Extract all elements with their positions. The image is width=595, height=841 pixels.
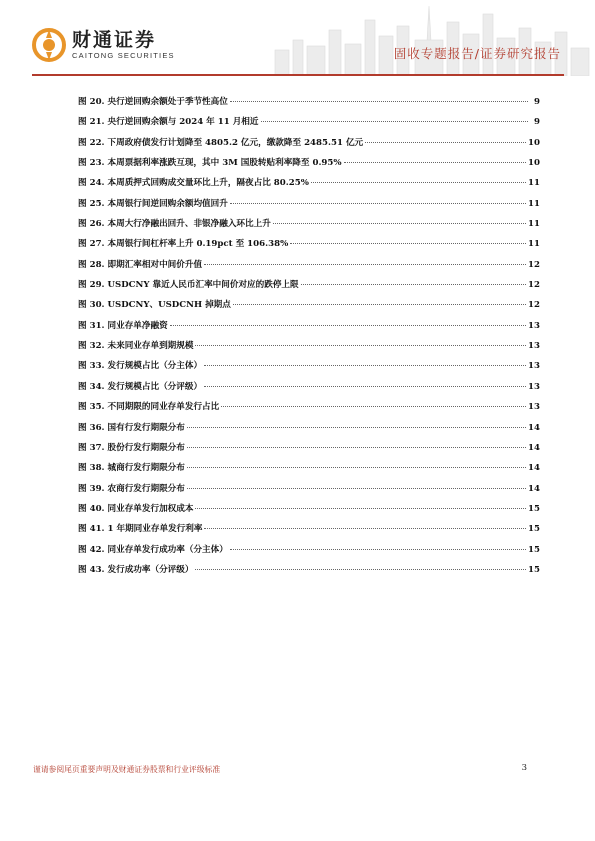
toc-dot-leader (230, 203, 526, 204)
figure-list (78, 95, 540, 583)
page-header (0, 0, 595, 95)
toc-entry[interactable] (78, 298, 540, 318)
toc-entry-page: 15 (528, 503, 540, 514)
toc-dot-leader (301, 284, 526, 285)
toc-dot-leader (195, 508, 526, 509)
toc-entry-label: 图 30. USDCNY、USDCNH 掉期点 (78, 300, 231, 311)
toc-entry-page: 13 (528, 320, 540, 331)
toc-dot-leader (187, 488, 526, 489)
toc-entry-label: 图 31. 同业存单净融资 (78, 320, 168, 331)
toc-entry-page: 14 (528, 442, 540, 453)
toc-entry[interactable] (78, 278, 540, 298)
toc-entry[interactable] (78, 319, 540, 339)
toc-entry[interactable] (78, 522, 540, 542)
toc-dot-leader (187, 447, 526, 448)
toc-entry-page: 12 (528, 259, 540, 270)
toc-entry[interactable] (78, 461, 540, 481)
toc-dot-leader (273, 223, 526, 224)
toc-entry-page: 15 (528, 524, 540, 535)
toc-entry[interactable] (78, 197, 540, 217)
toc-entry-label: 图 26. 本周大行净融出回升、非银净融入环比上升 (78, 219, 271, 230)
toc-entry-label: 图 41. 1 年期同业存单发行利率 (78, 524, 203, 535)
toc-entry-page: 12 (528, 280, 540, 291)
toc-entry-label: 图 34. 发行规模占比（分评级） (78, 381, 203, 392)
toc-dot-leader (204, 264, 526, 265)
toc-dot-leader (230, 549, 526, 550)
toc-entry[interactable] (78, 339, 540, 359)
toc-entry-label: 图 20. 央行逆回购余额处于季节性高位 (78, 97, 228, 107)
toc-entry-page: 10 (528, 137, 540, 148)
toc-entry[interactable] (78, 217, 540, 237)
toc-dot-leader (230, 101, 528, 102)
toc-entry[interactable] (78, 563, 540, 583)
disclaimer-note: 谨请参阅尾页重要声明及财通证券股票和行业评级标准 (33, 765, 221, 774)
toc-entry-label: 图 43. 发行成功率（分评级） (78, 564, 194, 575)
toc-entry[interactable] (78, 543, 540, 563)
toc-dot-leader (365, 142, 526, 143)
toc-entry[interactable] (78, 136, 540, 156)
toc-dot-leader (195, 345, 526, 346)
toc-entry[interactable] (78, 258, 540, 278)
toc-entry[interactable] (78, 359, 540, 379)
company-logo (32, 28, 175, 62)
toc-dot-leader (290, 243, 526, 244)
toc-entry-page: 15 (528, 564, 540, 575)
toc-entry-label: 图 39. 农商行发行期限分布 (78, 483, 185, 494)
toc-entry-page: 10 (528, 158, 540, 169)
toc-entry-label: 图 23. 本周票据利率涨跌互现，其中 3M 国股转贴利率降至 0.95% (78, 158, 342, 169)
toc-entry[interactable] (78, 156, 540, 176)
toc-entry-label: 图 24. 本周质押式回购成交量环比上升，隔夜占比 80.25% (78, 178, 309, 189)
toc-entry[interactable] (78, 482, 540, 502)
toc-dot-leader (221, 406, 526, 407)
report-type-label: 固收专题报告/证券研究报告 (393, 46, 561, 61)
toc-entry[interactable] (78, 95, 540, 115)
toc-dot-leader (204, 365, 526, 366)
caitong-logo-icon (32, 28, 66, 62)
toc-entry-page: 11 (528, 178, 540, 189)
toc-entry-label: 图 38. 城商行发行期限分布 (78, 463, 185, 474)
toc-entry-label: 图 28. 即期汇率相对中间价升值 (78, 259, 203, 270)
toc-entry-page: 9 (534, 97, 540, 107)
toc-entry-page: 15 (528, 544, 540, 555)
toc-entry-label: 图 36. 国有行发行期限分布 (78, 422, 185, 433)
toc-entry-label: 图 22. 下周政府债发行计划降至 4805.2 亿元，缴款降至 2485.51 亿元 (78, 137, 364, 148)
toc-entry-page: 13 (528, 381, 540, 392)
toc-dot-leader (204, 528, 526, 529)
toc-entry[interactable] (78, 237, 540, 257)
city-skyline-graphic (265, 0, 595, 76)
toc-dot-leader (311, 182, 526, 183)
toc-dot-leader (170, 325, 526, 326)
toc-entry-page: 14 (528, 422, 540, 433)
toc-entry[interactable] (78, 441, 540, 461)
toc-entry-label: 图 27. 本周银行间杠杆率上升 0.19pct 至 106.38% (78, 239, 289, 250)
toc-entry-page: 12 (528, 300, 540, 311)
header-divider (32, 74, 564, 76)
toc-entry-page: 14 (528, 463, 540, 474)
toc-entry-label: 图 32. 未来同业存单到期规模 (78, 341, 194, 352)
toc-dot-leader (187, 427, 526, 428)
toc-entry-label: 图 40. 同业存单发行加权成本 (78, 503, 194, 514)
toc-entry[interactable] (78, 400, 540, 420)
toc-entry-label: 图 29. USDCNY 靠近人民币汇率中间价对应的跌停上限 (78, 280, 299, 291)
toc-entry-page: 9 (534, 117, 540, 128)
page-number: 3 (521, 763, 527, 773)
toc-entry-label: 图 25. 本周银行间逆回购余额均值回升 (78, 198, 228, 209)
toc-entry[interactable] (78, 380, 540, 400)
toc-entry-page: 14 (528, 483, 540, 494)
toc-entry-label: 图 37. 股份行发行期限分布 (78, 442, 185, 453)
toc-dot-leader (204, 386, 526, 387)
toc-dot-leader (344, 162, 526, 163)
toc-entry-label: 图 42. 同业存单发行成功率（分主体） (78, 544, 228, 555)
toc-entry-page: 13 (528, 402, 540, 413)
toc-entry-page: 11 (528, 239, 540, 250)
toc-entry-label: 图 21. 央行逆回购余额与 2024 年 11 月相近 (78, 117, 259, 128)
toc-entry-page: 13 (528, 361, 540, 372)
logo-chinese-name: 财通证券 (72, 29, 157, 51)
toc-dot-leader (187, 467, 526, 468)
toc-entry[interactable] (78, 421, 540, 441)
toc-dot-leader (233, 304, 526, 305)
toc-entry-page: 11 (528, 198, 540, 209)
logo-english-name: CAITONG SECURITIES (72, 51, 175, 60)
toc-dot-leader (261, 121, 529, 122)
toc-entry[interactable] (78, 502, 540, 522)
toc-entry[interactable] (78, 176, 540, 196)
toc-entry-page: 11 (528, 219, 540, 230)
toc-entry-label: 图 35. 不同期限的同业存单发行占比 (78, 402, 220, 413)
toc-dot-leader (195, 569, 526, 570)
toc-entry-label: 图 33. 发行规模占比（分主体） (78, 361, 203, 372)
toc-entry[interactable] (78, 115, 540, 135)
toc-entry-page: 13 (528, 341, 540, 352)
